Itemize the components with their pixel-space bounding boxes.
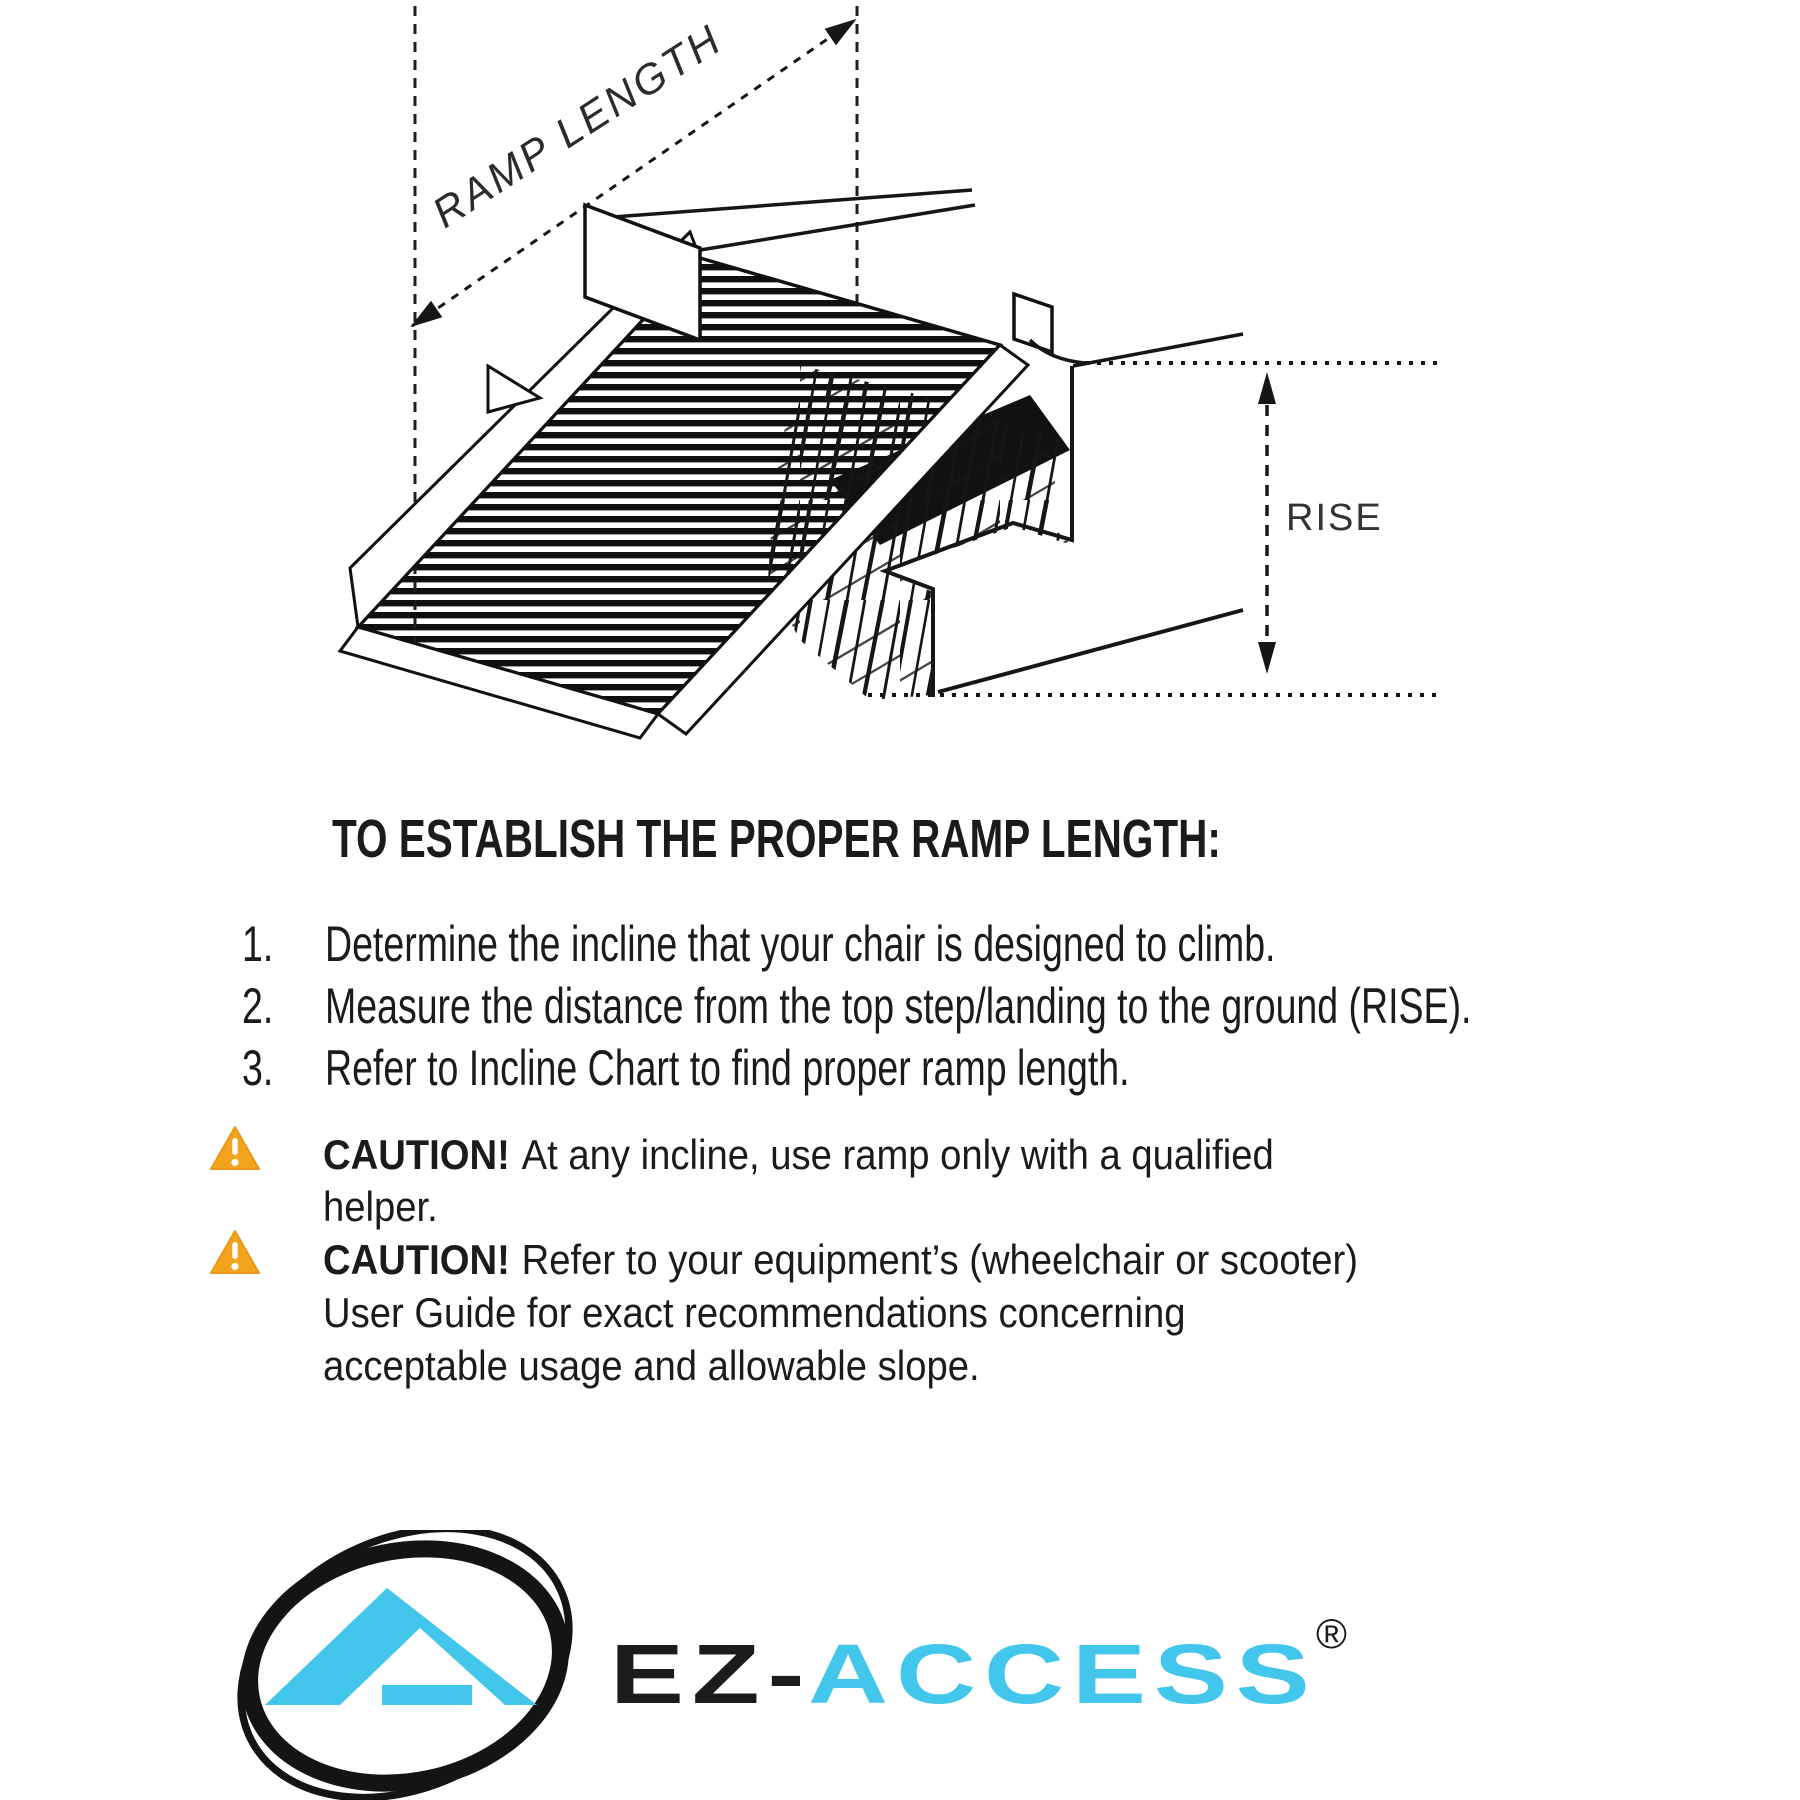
brand-logo — [0, 1530, 1800, 1800]
warning-icon — [208, 1228, 262, 1276]
list-item-number: 1. — [242, 916, 274, 972]
ramp-length-label: RAMP LENGTH — [423, 14, 731, 237]
brand-wordmark-prefix: EZ- — [610, 1626, 813, 1721]
rise-label: RISE — [1286, 497, 1383, 539]
brand-wordmark — [610, 1627, 1318, 1721]
caution-line: User Guide for exact recommendations concerning — [323, 1289, 1186, 1336]
caution-line: CAUTION! At any incline, use ramp only with a qualified — [323, 1131, 1274, 1178]
caution-label: CAUTION! — [323, 1131, 510, 1178]
list-item-number: 2. — [242, 978, 274, 1034]
rise-dimension-arrow — [1258, 372, 1276, 674]
caution-line: CAUTION! Refer to your equipment’s (wheelchair or scooter) — [323, 1236, 1358, 1283]
page-title: TO ESTABLISH THE PROPER RAMP LENGTH: — [332, 809, 1221, 869]
caution-label: CAUTION! — [323, 1236, 510, 1283]
ramp-diagram — [0, 0, 1800, 740]
list-item-text: Refer to Incline Chart to find proper ramp length. — [325, 1040, 1130, 1096]
list-item-text: Determine the incline that your chair is designed to climb. — [325, 916, 1276, 972]
warning-icon — [208, 1124, 262, 1172]
caution-line: helper. — [323, 1183, 438, 1230]
caution-line: acceptable usage and allowable slope. — [323, 1342, 980, 1389]
registered-trademark: ® — [1316, 1610, 1347, 1657]
brand-wordmark-suffix: ACCESS — [808, 1626, 1318, 1721]
list-item-text: Measure the distance from the top step/landing to the ground (RISE). — [325, 978, 1472, 1034]
list-item-number: 3. — [242, 1040, 274, 1096]
